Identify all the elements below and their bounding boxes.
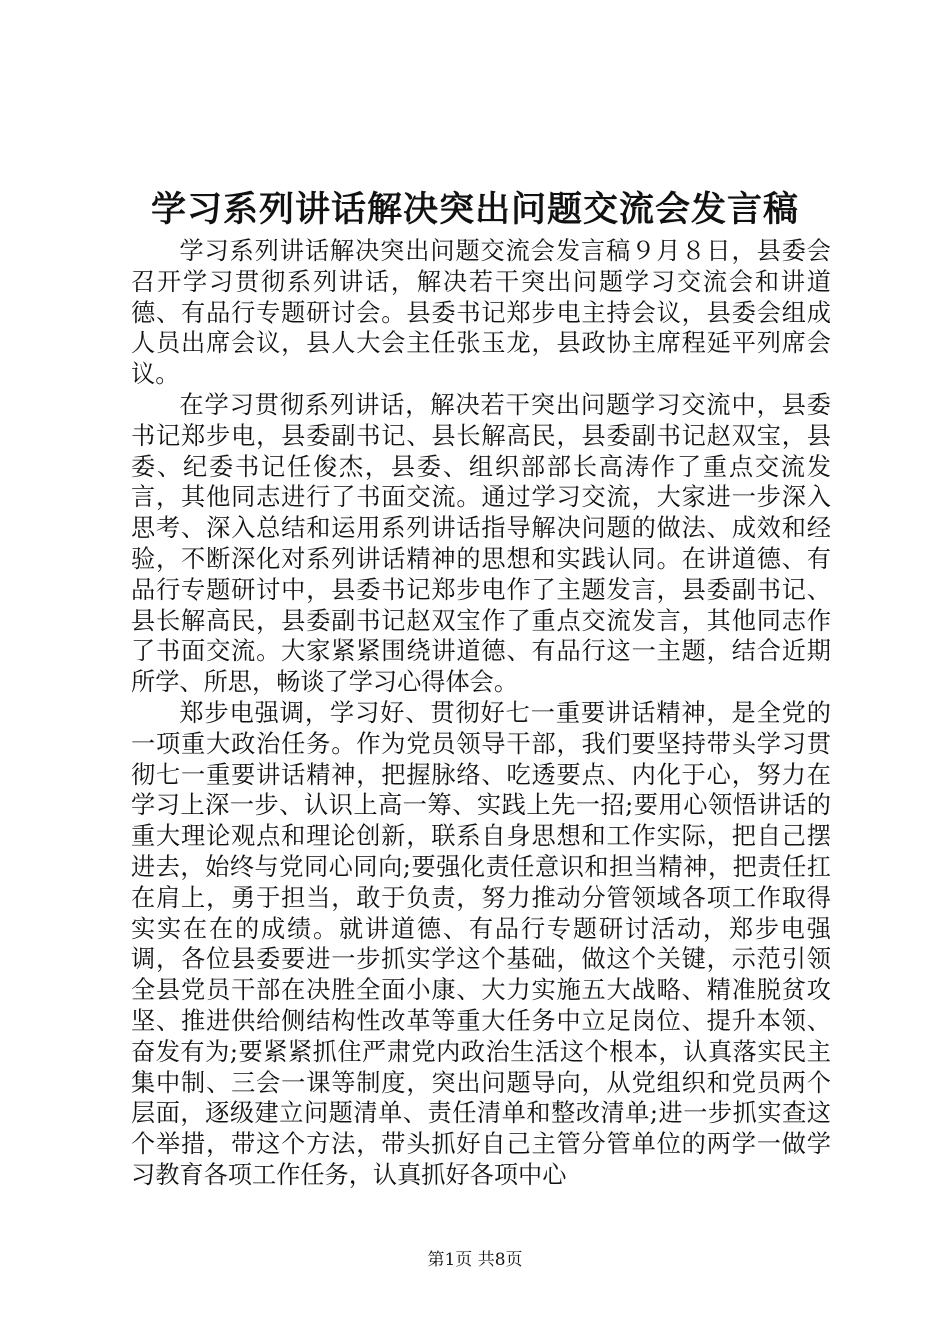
document-body: [131, 236, 831, 1191]
paragraph-3: 郑步电强调，学习好、贯彻好七一重要讲话精神，是全党的一项重大政治任务。作为党员领导干部，我们要坚持带头学习贯彻七一重要讲话精神，把握脉络、吃透要点、内化于心，努力在学习上深一步、认识上高一筹、实践上先一招;要用心领悟讲话的重大理论观点和理论创新，联系自身思想和工作实际，把自己摆进去，始终与党同心同向;要强化责任意识和担当精神，把责任扛在肩上，勇于担当，敢于负责，努力推动分管领域各项工作取得实实在在的成绩。就讲道德、有品行专题研讨活动，郑步电强调，各位县委要进一步抓实学这个基础，做这个关键，示范引领全县党员干部在决胜全面小康、大力实施五大战略、精准脱贫攻坚、推进供给侧结构性改革等重大任务中立足岗位、提升本领、奋发有为;要紧紧抓住严肃党内政治生活这个根本，认真落实民主集中制、三会一课等制度，突出问题导向，从党组织和党员两个层面，逐级建立问题清单、责任清单和整改清单;进一步抓实查这个举措，带这个方法，带头抓好自己主管分管单位的两学一做学习教育各项工作任务，认真抓好各项中心: [131, 698, 831, 1189]
paragraph-1: 学习系列讲话解决突出问题交流会发言稿９月８日，县委会召开学习贯彻系列讲话，解决若干突出问题学习交流会和讲道德、有品行专题研讨会。县委书记郑步电主持会议，县委会组成人员出席会议，县人大会主任张玉龙，县政协主席程延平列席会议。: [131, 237, 831, 389]
paragraph-2: 在学习贯彻系列讲话，解决若干突出问题学习交流中，县委书记郑步电，县委副书记、县长解高民，县委副书记赵双宝，县委、纪委书记任俊杰，县委、组织部部长高涛作了重点交流发言，其他同志进行了书面交流。通过学习交流，大家进一步深入思考、深入总结和运用系列讲话指导解决问题的做法、成效和经验，不断深化对系列讲话精神的思想和实践认同。在讲道德、有品行专题研讨中，县委书记郑步电作了主题发言，县委副书记、县长解高民，县委副书记赵双宝作了重点交流发言，其他同志作了书面交流。大家紧紧围绕讲道德、有品行这一主题，结合近期所学、所思，畅谈了学习心得体会。: [131, 390, 831, 697]
page-footer: 第1页 共8页: [427, 1250, 523, 1270]
document-title: 学习系列讲话解决突出问题交流会发言稿: [150, 189, 799, 230]
